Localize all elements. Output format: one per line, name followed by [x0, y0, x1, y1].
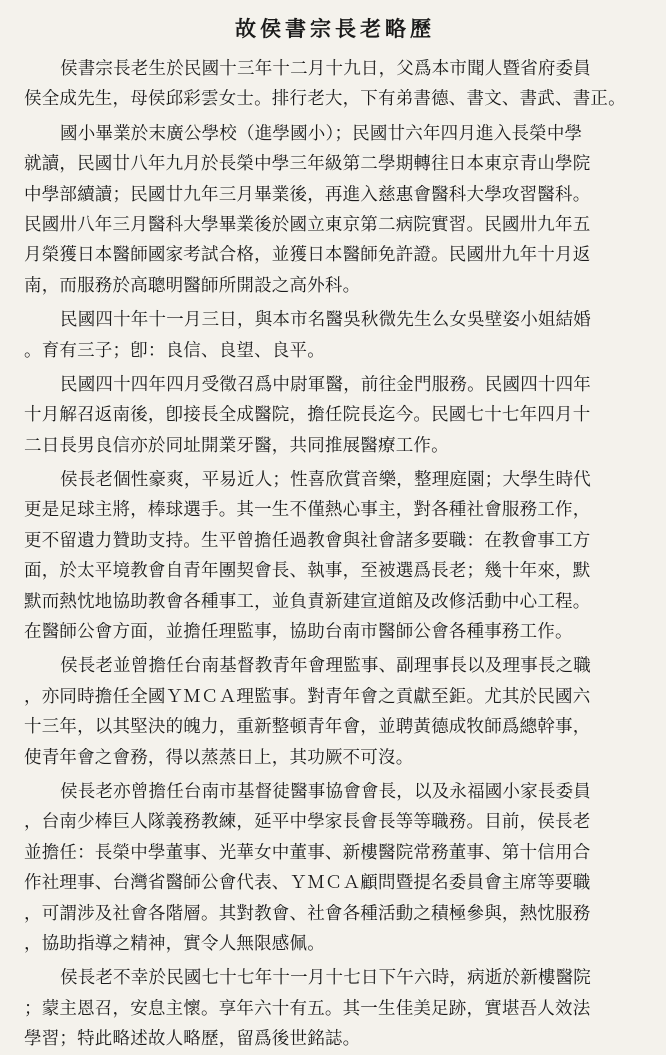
text-line: 侯長老個性豪爽，平易近人；性喜欣賞音樂，整理庭園；大學生時代: [60, 470, 591, 491]
document-body: [24, 54, 646, 1055]
text-line: ，協助指導之精神，實令人無限感佩。: [24, 933, 325, 954]
text-line: 就讀，民國廿八年九月於長榮中學三年級第二學期轉往日本東京青山學院: [24, 154, 591, 175]
paragraph: [24, 465, 646, 647]
text-line: 民國四十年十一月三日，與本市名醫吳秋微先生么女吳壁姿小姐結婚: [60, 310, 591, 331]
text-line: 國小畢業於末廣公學校（進學國小）；民國廿六年四月進入長榮中學: [60, 123, 583, 144]
text-line: 民國四十四年四月受徵召爲中尉軍醫，前往金門服務。民國四十四年: [60, 374, 591, 395]
text-line: 侯書宗長老生於民國十三年十二月十九日，父爲本市聞人暨省府委員: [60, 59, 591, 79]
text-line: 在醫師公會方面，並擔任理監事，協助台南市醫師公會各種事務工作。: [24, 622, 573, 643]
text-line: ，亦同時擔任全國ＹＭＣＡ理監事。對青年會之貢獻至鉅。尤其於民國六: [24, 686, 591, 707]
text-line: 侯長老不幸於民國七十七年十一月十七日下午六時，病逝於新樓醫院: [60, 968, 591, 989]
text-line: 中學部續讀；民國廿九年三月畢業後，再進入慈惠會醫科大學攻習醫科。: [24, 184, 591, 205]
paragraph: [24, 54, 646, 115]
document-title: 故侯書宗長老略歷: [235, 16, 435, 41]
text-line: 並擔任：長榮中學董事、光華女中董事、新樓醫院常務董事、第十信用合: [24, 842, 591, 863]
paragraph: [24, 651, 646, 773]
text-line: 二日長男良信亦於同址開業牙醫，共同推展醫療工作。: [24, 435, 449, 456]
text-line: 南，而服務於高聰明醫師所開設之高外科。: [24, 275, 361, 296]
paragraph: [24, 963, 646, 1054]
text-line: 侯長老亦曾擔任台南市基督徒醫事協會會長，以及永福國小家長委員: [60, 781, 591, 802]
text-line: 十月解召返南後，卽接長全成醫院，擔任院長迄今。民國七十七年四月十: [24, 405, 591, 426]
text-line: ，台南少棒巨人隊義務教練，延平中學家長會長等等職務。目前，侯長老: [24, 812, 591, 833]
text-line: 。育有三子；卽：良信、良望、良平。: [24, 340, 325, 361]
paragraph: [24, 777, 646, 959]
text-line: 侯全成先生，母侯邱彩雲女士。排行老大，下有弟書德、書文、書武、書正。: [24, 89, 626, 110]
text-line: 月榮獲日本醫師國家考試合格，並獲日本醫師免許證。民國卅九年十月返: [24, 245, 591, 266]
text-line: 面，於太平境教會自青年團契會長、執事，至被選爲長老；幾十年來，默: [24, 561, 591, 582]
text-line: 默而熱忱地協助教會各種事工，並負責新建宣道館及改修活動中心工程。: [24, 591, 591, 612]
paragraph: [24, 305, 646, 366]
paragraph: [24, 370, 646, 461]
text-line: ，可謂涉及社會各階層。其對教會、社會各種活動之積極參與，熱忱服務: [24, 903, 591, 924]
paragraph: [24, 119, 646, 301]
text-line: 更是足球主將，棒球選手。其一生不僅熱心事主，對各種社會服務工作，: [24, 500, 591, 521]
text-line: 十三年，以其堅決的魄力，重新整頓青年會，並聘黃德成牧師爲總幹事，: [24, 717, 591, 738]
text-line: 使青年會之會務，得以蒸蒸日上，其功厥不可沒。: [24, 747, 414, 768]
text-line: 學習；特此略述故人略歷，留爲後世銘誌。: [24, 1029, 361, 1050]
text-line: ；蒙主恩召，安息主懷。享年六十有五。其一生佳美足跡，實堪吾人效法: [24, 998, 591, 1019]
text-line: 侯長老並曾擔任台南基督教青年會理監事、副理事長以及理事長之職: [60, 656, 591, 677]
text-line: 作社理事、台灣省醫師公會代表、ＹＭＣＡ顧問暨提名委員會主席等要職: [24, 873, 591, 894]
text-line: 民國卅八年三月醫科大學畢業後於國立東京第二病院實習。民國卅九年五: [24, 214, 591, 235]
text-line: 更不留遺力贊助支持。生平曾擔任過教會與社會諸多要職：在教會事工方: [24, 530, 591, 551]
